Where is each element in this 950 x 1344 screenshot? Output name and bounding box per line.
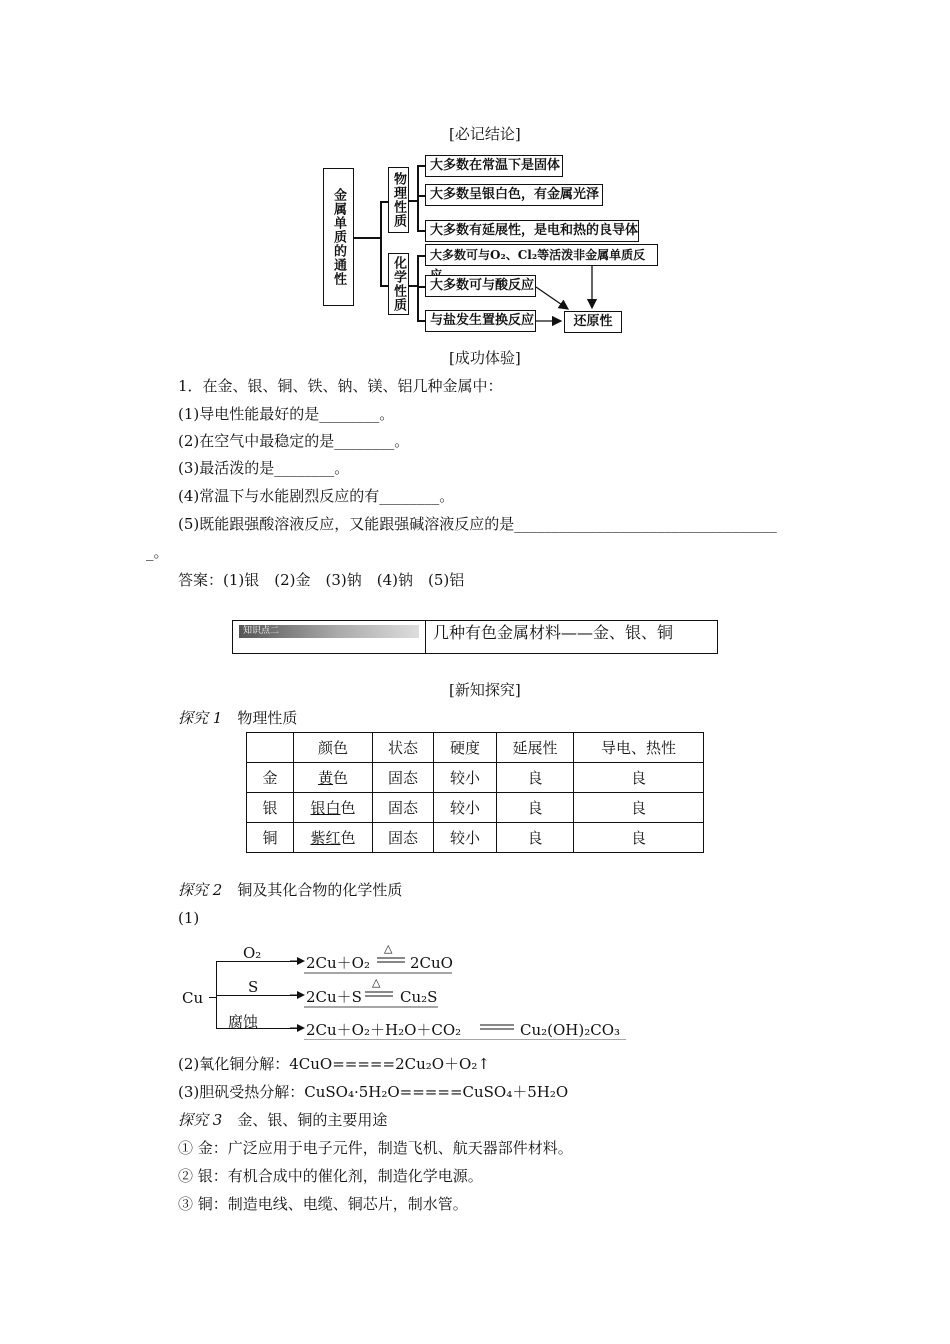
diagram-arrows [0, 0, 950, 360]
equation-1-right: 2CuO [410, 954, 453, 972]
table-cell: 较小 [434, 763, 497, 793]
new-heading: [新知探究] [449, 681, 521, 699]
reaction-arrows [0, 940, 950, 1040]
experience-heading: [成功体验] [449, 349, 521, 367]
equation-2-left: 2Cu＋S [306, 988, 362, 1006]
question-item-1: (1)导电性能最好的是________。 [178, 405, 395, 423]
reagent-s: S [248, 978, 259, 996]
physical-item-3: 大多数有延展性，是电和热的良导体 [425, 220, 639, 242]
copper-label: Cu [182, 989, 204, 1007]
conclusion-heading: [必记结论] [449, 125, 521, 143]
table-header-row [247, 733, 704, 763]
equation-3-right: Cu₂(OH)₂CO₃ [520, 1021, 621, 1039]
reagent-o2: O₂ [243, 944, 262, 962]
table-header: 延展性 [497, 733, 574, 763]
question-item-3: (3)最活泼的是________。 [178, 459, 350, 477]
table-cell: 银 [247, 793, 294, 823]
explore3-heading: 探究 3 金、银、铜的主要用途 [178, 1111, 388, 1129]
reagent-corrosion: 腐蚀 [228, 1013, 259, 1031]
chemical-box: 化学性质 [388, 253, 409, 315]
table-cell: 良 [497, 793, 574, 823]
equation-3-left: 2Cu＋O₂＋H₂O＋CO₂ [306, 1021, 462, 1039]
question-item-2: (2)在空气中最稳定的是________。 [178, 432, 410, 450]
section-tag: 知识点二 [239, 625, 419, 638]
explore2-part3: (3)胆矾受热分解：CuSO₄·5H₂O=====CuSO₄＋5H₂O [178, 1083, 569, 1101]
physical-box: 物理性质 [388, 167, 409, 233]
physical-item-1: 大多数在常温下是固体 [425, 155, 563, 177]
table-header: 状态 [373, 733, 434, 763]
table-cell: 较小 [434, 823, 497, 853]
table-cell: 固态 [373, 763, 434, 793]
use-copper: ③ 铜：制造电线、电缆、铜芯片，制水管。 [178, 1195, 468, 1213]
table-cell: 固态 [373, 823, 434, 853]
table-cell: 金 [247, 763, 294, 793]
explore1-heading: 探究 1 物理性质 [178, 709, 298, 727]
use-silver: ② 银：有机合成中的催化剂，制造化学电源。 [178, 1167, 483, 1185]
table-row [247, 793, 704, 823]
equation-1-condition: △ [384, 942, 393, 955]
table-cell: 紫红色 [294, 823, 373, 853]
table-header [247, 733, 294, 763]
question-stem: 1．在金、银、铜、铁、钠、镁、铝几种金属中： [178, 377, 503, 395]
chemical-item-1: 大多数可与O₂、Cl₂等活泼非金属单质反 [425, 244, 658, 266]
section-bar [232, 620, 718, 654]
table-cell: 良 [574, 793, 704, 823]
table-cell: 良 [497, 763, 574, 793]
table-header: 硬度 [434, 733, 497, 763]
table-cell: 良 [574, 823, 704, 853]
table-cell: 黄色 [294, 763, 373, 793]
explore2-part1: (1) [178, 909, 200, 927]
physical-properties-table [246, 732, 704, 853]
equation-1-left: 2Cu＋O₂ [306, 954, 370, 972]
explore2-heading: 探究 2 铜及其化合物的化学性质 [178, 881, 403, 899]
table-cell: 固态 [373, 793, 434, 823]
chemical-item-3: 与盐发生置换反应 [425, 310, 536, 332]
section-title: 几种有色金属材料——金、银、铜 [433, 623, 674, 642]
chemical-item-2: 大多数可与酸反应 [425, 275, 536, 297]
equation-2-condition: △ [372, 976, 381, 989]
equation-2-right: Cu₂S [400, 988, 438, 1006]
table-cell: 良 [497, 823, 574, 853]
answer: 答案：(1)银 (2)金 (3)钠 (4)钠 (5)铝 [178, 571, 465, 589]
question-item-4: (4)常温下与水能剧烈反应的有________。 [178, 487, 455, 505]
table-cell: 较小 [434, 793, 497, 823]
root-box: 金属单质的通性 [323, 168, 354, 306]
table-header: 颜色 [294, 733, 373, 763]
table-cell: 良 [574, 763, 704, 793]
result-box: 还原性 [564, 311, 622, 333]
table-row [247, 823, 704, 853]
use-gold: ① 金：广泛应用于电子元件，制造飞机、航天器部件材料。 [178, 1139, 573, 1157]
physical-item-2: 大多数呈银白色，有金属光泽 [425, 184, 603, 206]
question-continuation: _。 [146, 543, 169, 561]
question-item-5: (5)既能跟强酸溶液反应，又能跟强碱溶液反应的是___________________________________ [178, 515, 777, 533]
table-row [247, 763, 704, 793]
table-header: 导电、热性 [574, 733, 704, 763]
table-cell: 铜 [247, 823, 294, 853]
table-cell: 银白色 [294, 793, 373, 823]
explore2-part2: (2)氧化铜分解：4CuO=====2Cu₂O＋O₂↑ [178, 1055, 490, 1073]
